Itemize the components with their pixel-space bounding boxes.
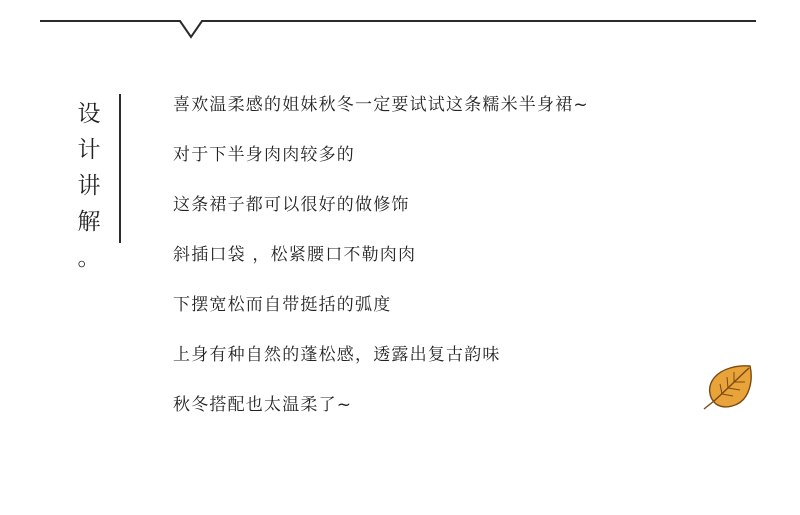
title-char: 讲	[77, 173, 101, 199]
header-divider-notch	[0, 0, 800, 50]
description-line: 这条裙子都可以很好的做修饰	[173, 195, 410, 215]
title-char: 。	[77, 245, 101, 271]
description-line: 斜插口袋 ，松紧腰口不勒肉肉	[173, 245, 417, 265]
description-line: 喜欢温柔感的姐妹秋冬一定要试试这条糯米半身裙~	[173, 95, 589, 115]
description-line: 下摆宽松而自带挺括的弧度	[173, 295, 392, 315]
design-explanation-title	[74, 96, 104, 276]
description-list	[173, 92, 733, 442]
title-char: 解	[77, 209, 101, 235]
description-line: 对于下半身肉肉较多的	[173, 145, 355, 165]
title-vertical-bar	[119, 94, 121, 243]
title-char: 计	[77, 137, 101, 163]
autumn-leaf-icon	[700, 362, 756, 412]
description-line: 上身有种自然的蓬松感，透露出复古韵味	[173, 345, 501, 365]
title-char: 设	[77, 101, 101, 127]
description-line: 秋冬搭配也太温柔了~	[173, 395, 353, 415]
